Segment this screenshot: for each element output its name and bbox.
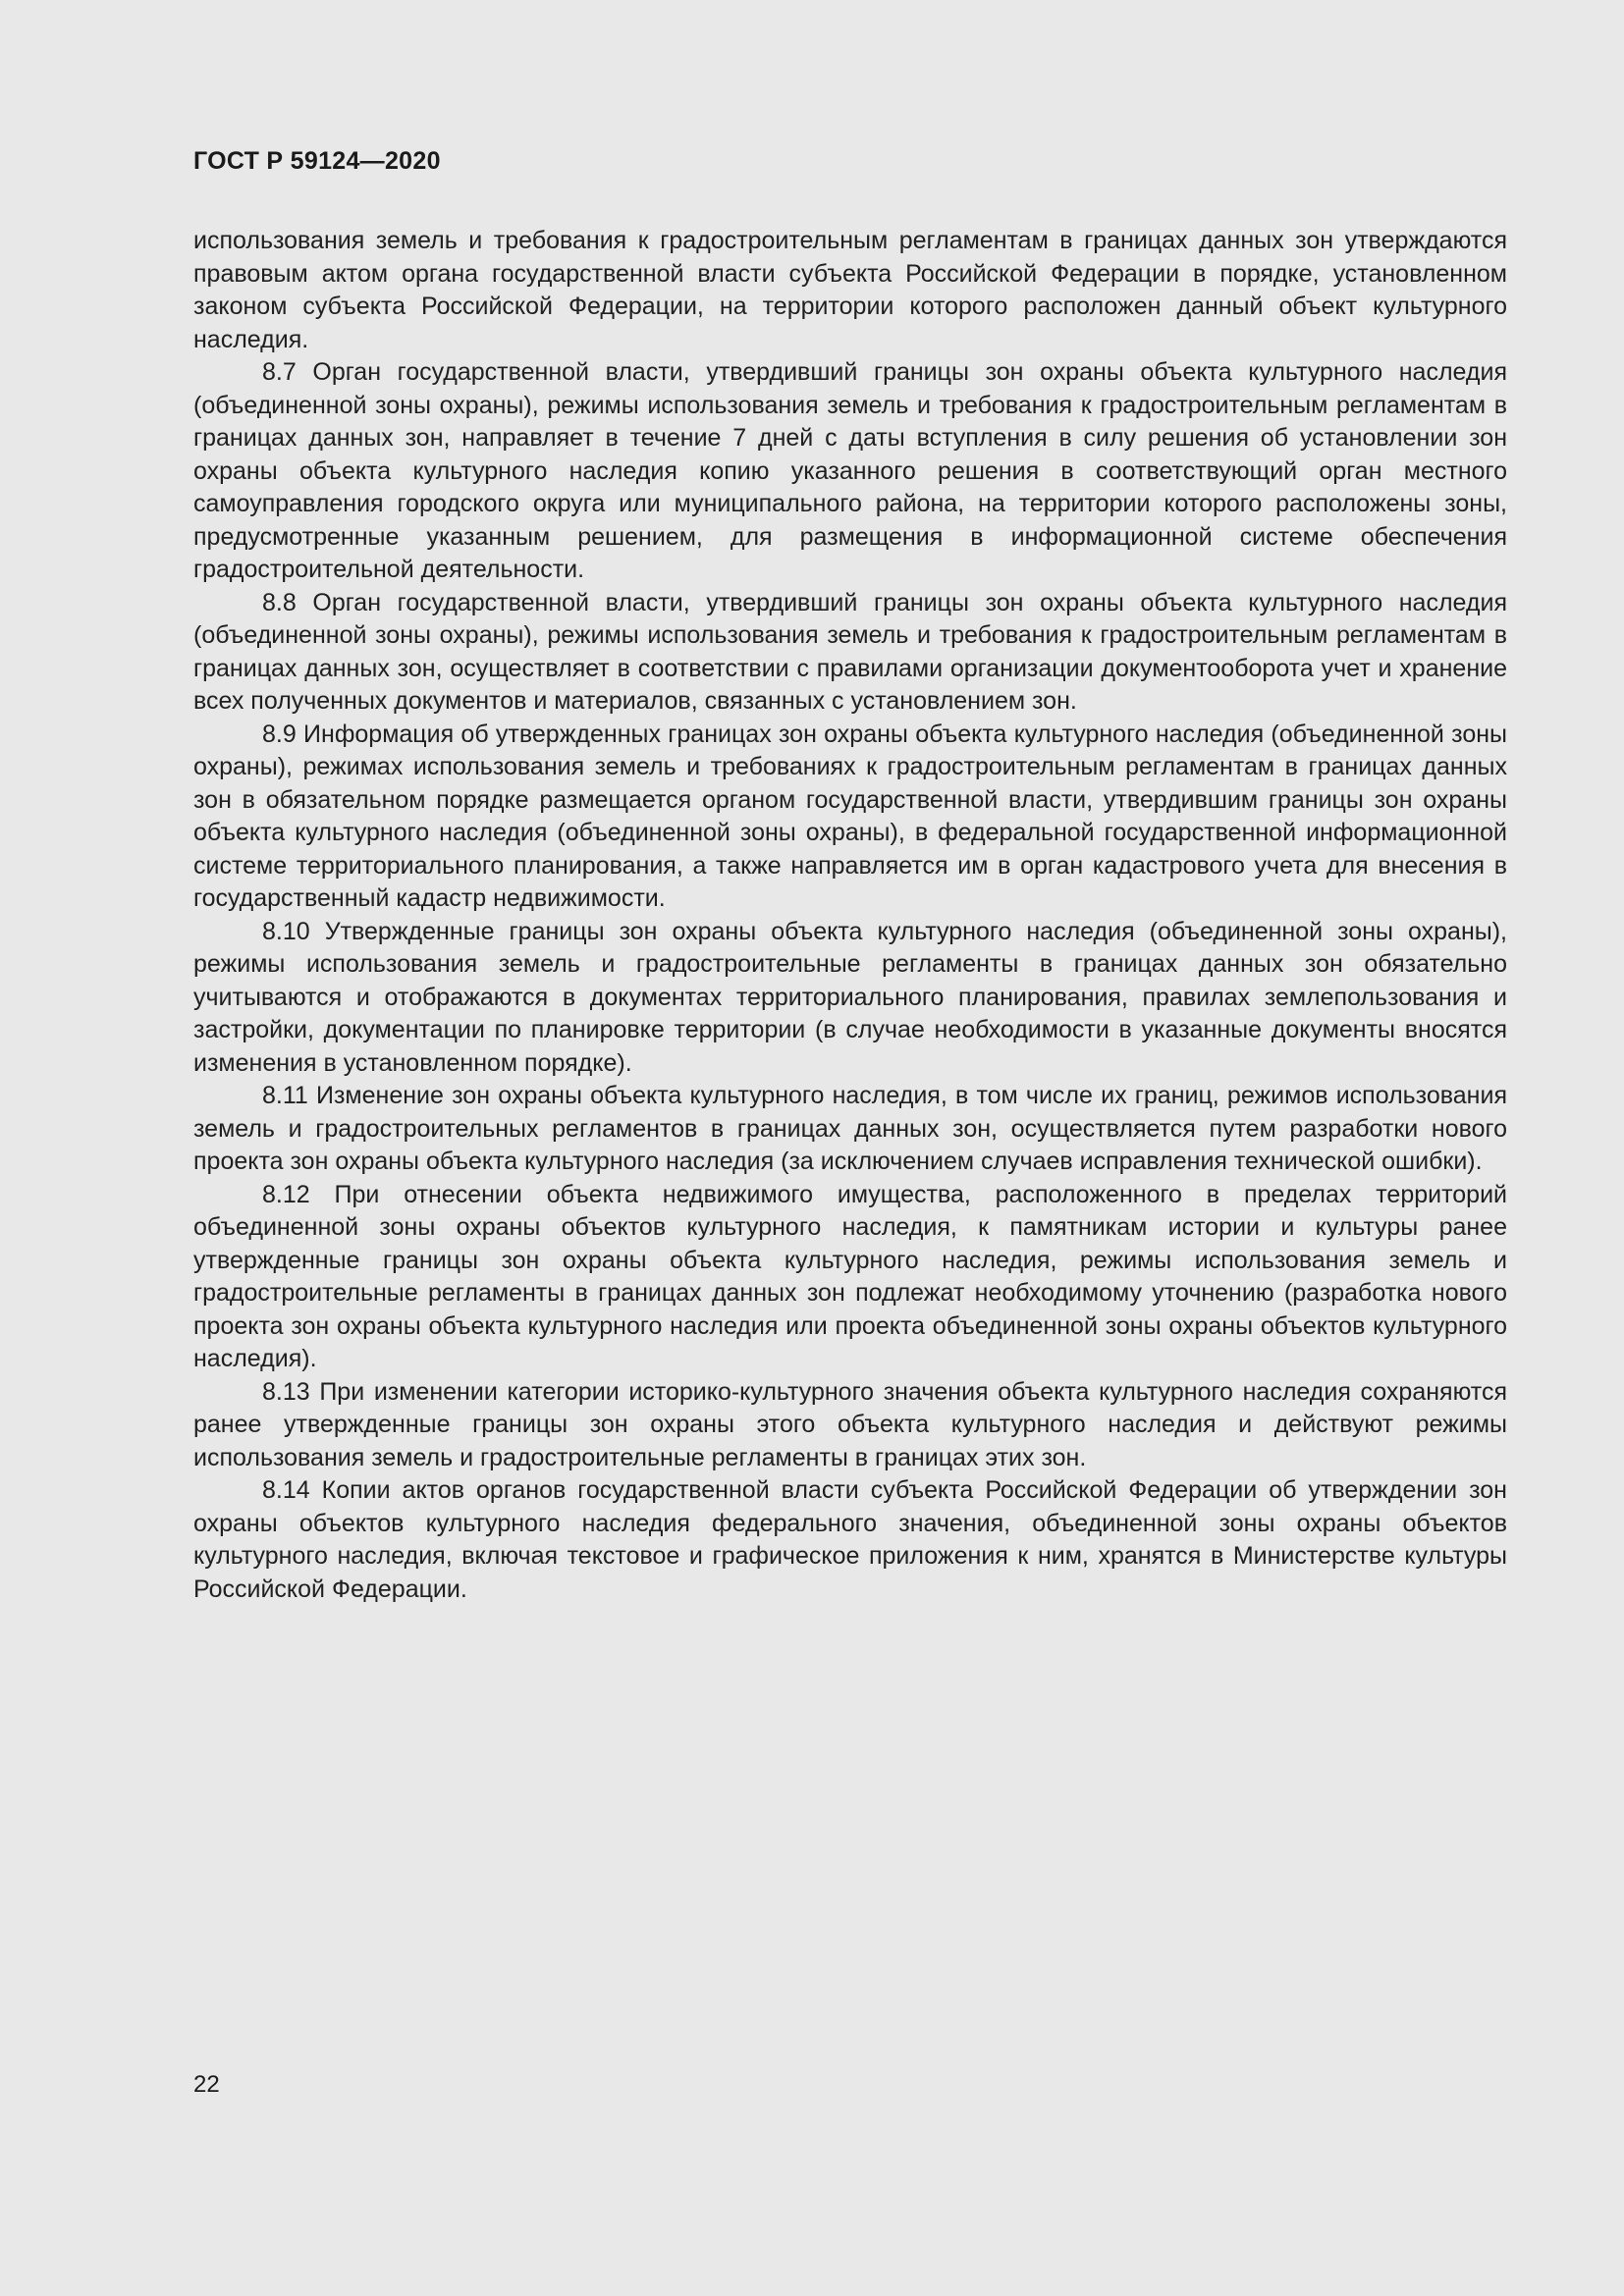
- paragraph-8-11: 8.11 Изменение зон охраны объекта культурного наследия, в том числе их границ, режимов использования земель и градостроительных регламентов в границах данных зон, осуществляется путем разработки нового проекта зон охраны объекта культурного наследия (за исключением случаев исправления технической ошибки).: [193, 1082, 1507, 1175]
- paragraph-8-8: 8.8 Орган государственной власти, утвердивший границы зон охраны объекта культурного наследия (объединенной зоны охраны), режимы использования земель и требования к градостроительным регламентам в границах данных зон, осуществляет в соответствии с правилами организации документооборота учет и хранение всех полученных документов и материалов, связанных с установлением зон.: [193, 588, 1507, 715]
- paragraph-8-13: 8.13 При изменении категории историко-культурного значения объекта культурного наследия сохраняются ранее утвержденные границы зон охраны этого объекта культурного наследия и действуют режимы использования земель и градостроительные регламенты в границах этих зон.: [193, 1377, 1507, 1471]
- document-header: ГОСТ Р 59124—2020: [193, 147, 441, 175]
- paragraph-8-7: 8.7 Орган государственной власти, утвердивший границы зон охраны объекта культурного наследия (объединенной зоны охраны), режимы использования земель и требования к градостроительным регламентам в границах данных зон, направляет в течение 7 дней с даты вступления в силу решения об установлении зон охраны объекта культурного наследия копию указанного решения в соответствующий орган местного самоуправления городского округа или муниципального района, на территории которого расположены зоны, предусмотренные указанным решением, для размещения в информационной системе обеспечения градостроительной деятельности.: [193, 358, 1507, 583]
- paragraph-8-14: 8.14 Копии актов органов государственной власти субъекта Российской Федерации об утверждении зон охраны объектов культурного наследия федерального значения, объединенной зоны охраны объектов культурного наследия, включая текстовое и графическое приложения к ним, хранятся в Министерстве культуры Российской Федерации.: [193, 1476, 1507, 1603]
- paragraph-8-12: 8.12 При отнесении объекта недвижимого имущества, расположенного в пределах территорий объединенной зоны охраны объектов культурного наследия, к памятникам истории и культуры ранее утвержденные границы зон охраны объекта культурного наследия, режимы использования земель и градостроительные регламенты в границах данных зон подлежат необходимому уточнению (разработка нового проекта зон охраны объекта культурного наследия или проекта объединенной зоны охраны объектов культурного наследия).: [193, 1180, 1507, 1372]
- document-body: [193, 225, 1507, 1606]
- page-number: 22: [193, 2071, 220, 2098]
- paragraph-8-9: 8.9 Информация об утвержденных границах зон охраны объекта культурного наследия (объединенной зоны охраны), режимах использования земель и требованиях к градостроительным регламентам в границах данных зон в обязательном порядке размещается органом государственной власти, утвердившим границы зон охраны объекта культурного наследия (объединенной зоны охраны), в федеральной государственной информационной системе территориального планирования, а также направляется им в орган кадастрового учета для внесения в государственный кадастр недвижимости.: [193, 720, 1507, 912]
- continuation-paragraph: использования земель и требования к градостроительным регламентам в границах данных зон утверждаются правовым актом органа государственной власти субъекта Российской Федерации в порядке, установленном законом субъекта Российской Федерации, на территории которого расположен данный объект культурного наследия.: [193, 227, 1507, 353]
- paragraph-8-10: 8.10 Утвержденные границы зон охраны объекта культурного наследия (объединенной зоны охраны), режимы использования земель и градостроительные регламенты в границах данных зон обязательно учитываются и отображаются в документах территориального планирования, правилах землепользования и застройки, документации по планировке территории (в случае необходимости в указанные документы вносятся изменения в установленном порядке).: [193, 917, 1507, 1077]
